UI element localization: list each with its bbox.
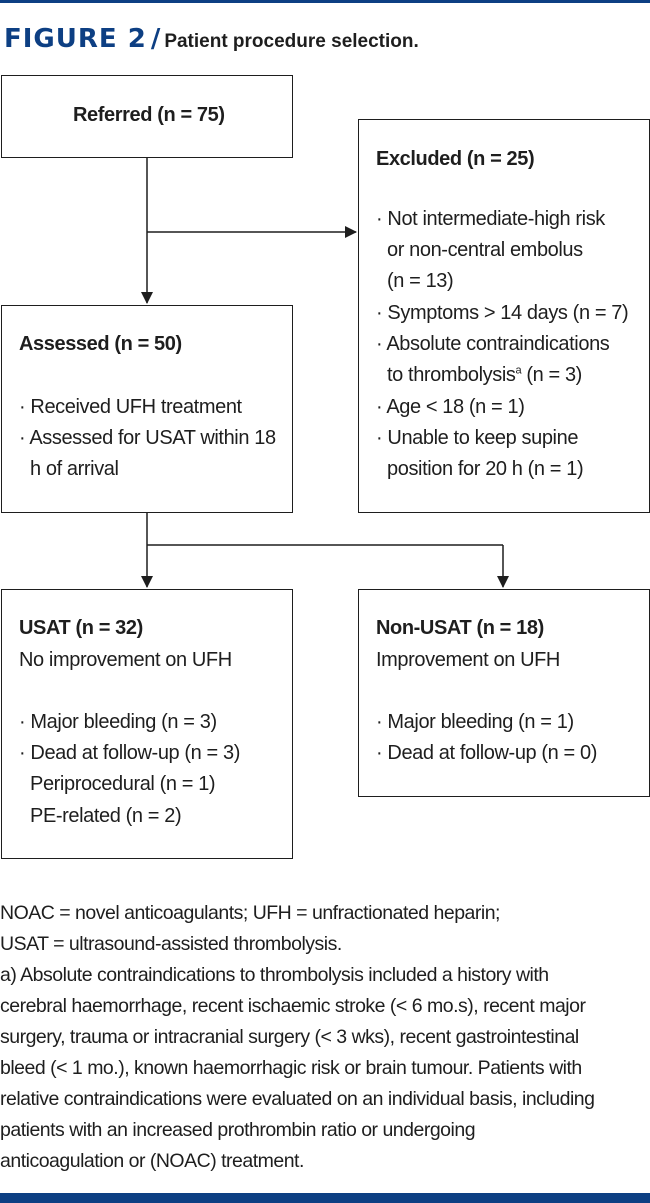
excluded-item-supine: · Unable to keep supine <box>376 427 579 449</box>
assessed-heading: Assessed (n = 50) <box>19 333 182 355</box>
contraindications-count: (n = 3) <box>521 364 582 386</box>
excluded-item-not-intermediate-count: (n = 13) <box>387 270 454 292</box>
referred-heading: Referred (n = 75) <box>73 104 225 126</box>
excluded-item-symptoms: · Symptoms > 14 days (n = 7) <box>376 302 629 324</box>
assessed-box <box>1 305 293 513</box>
footnote-line: a) Absolute contraindications to thrombolysis included a history with <box>0 964 549 986</box>
excluded-item-age: · Age < 18 (n = 1) <box>376 396 525 418</box>
usat-item-dead: · Dead at follow-up (n = 3) <box>19 742 240 764</box>
non-usat-item-dead: · Dead at follow-up (n = 0) <box>376 742 597 764</box>
usat-subheading: No improvement on UFH <box>19 649 232 671</box>
assessed-item-ufh: · Received UFH treatment <box>19 396 242 418</box>
figure-separator: / <box>150 24 161 54</box>
footnote-line: patients with an increased prothrombin ratio or undergoing <box>0 1119 476 1141</box>
footnote-marker: a <box>515 364 522 377</box>
thrombolysis-text: to thrombolysis <box>387 364 516 386</box>
excluded-item-not-intermediate: · Not intermediate-high risk <box>376 208 605 230</box>
referred-box <box>1 75 293 158</box>
non-usat-subheading: Improvement on UFH <box>376 649 560 671</box>
footnote-line: anticoagulation or (NOAC) treatment. <box>0 1150 304 1172</box>
footnote-line: relative contraindications were evaluated on an individual basis, including <box>0 1088 595 1110</box>
non-usat-heading: Non-USAT (n = 18) <box>376 617 544 639</box>
usat-item-periprocedural: Periprocedural (n = 1) <box>30 773 216 795</box>
usat-item-bleeding: · Major bleeding (n = 3) <box>19 711 217 733</box>
figure-caption: Patient procedure selection. <box>164 31 419 52</box>
footnote-line: surgery, trauma or intracranial surgery (< 3 wks), recent gastrointestinal <box>0 1026 579 1048</box>
footnote-line: bleed (< 1 mo.), known haemorrhagic risk or brain tumour. Patients with <box>0 1057 582 1079</box>
excluded-heading: Excluded (n = 25) <box>376 148 535 170</box>
non-usat-box <box>358 589 650 797</box>
footnotes <box>0 898 650 1177</box>
excluded-item-not-intermediate-cont: or non-central embolus <box>387 239 583 261</box>
bottom-rule <box>0 1193 650 1203</box>
excluded-item-contraindications: · Absolute contraindications <box>376 333 610 355</box>
figure-label: FIGURE 2 <box>4 24 147 54</box>
excluded-box <box>358 119 650 513</box>
excluded-item-contraindications-cont <box>387 365 582 385</box>
usat-item-pe-related: PE-related (n = 2) <box>30 805 182 827</box>
assessed-item-usat-cont: h of arrival <box>30 458 119 480</box>
footnote-line: cerebral haemorrhage, recent ischaemic stroke (< 6 mo.s), recent major <box>0 995 586 1017</box>
non-usat-item-bleeding: · Major bleeding (n = 1) <box>376 711 574 733</box>
footnote-line: USAT = ultrasound-assisted thrombolysis. <box>0 933 342 955</box>
assessed-item-usat: · Assessed for USAT within 18 <box>19 427 276 449</box>
footnote-line: NOAC = novel anticoagulants; UFH = unfractionated heparin; <box>0 902 500 924</box>
excluded-item-supine-cont: position for 20 h (n = 1) <box>387 458 584 480</box>
usat-heading: USAT (n = 32) <box>19 617 143 639</box>
usat-box <box>1 589 293 859</box>
